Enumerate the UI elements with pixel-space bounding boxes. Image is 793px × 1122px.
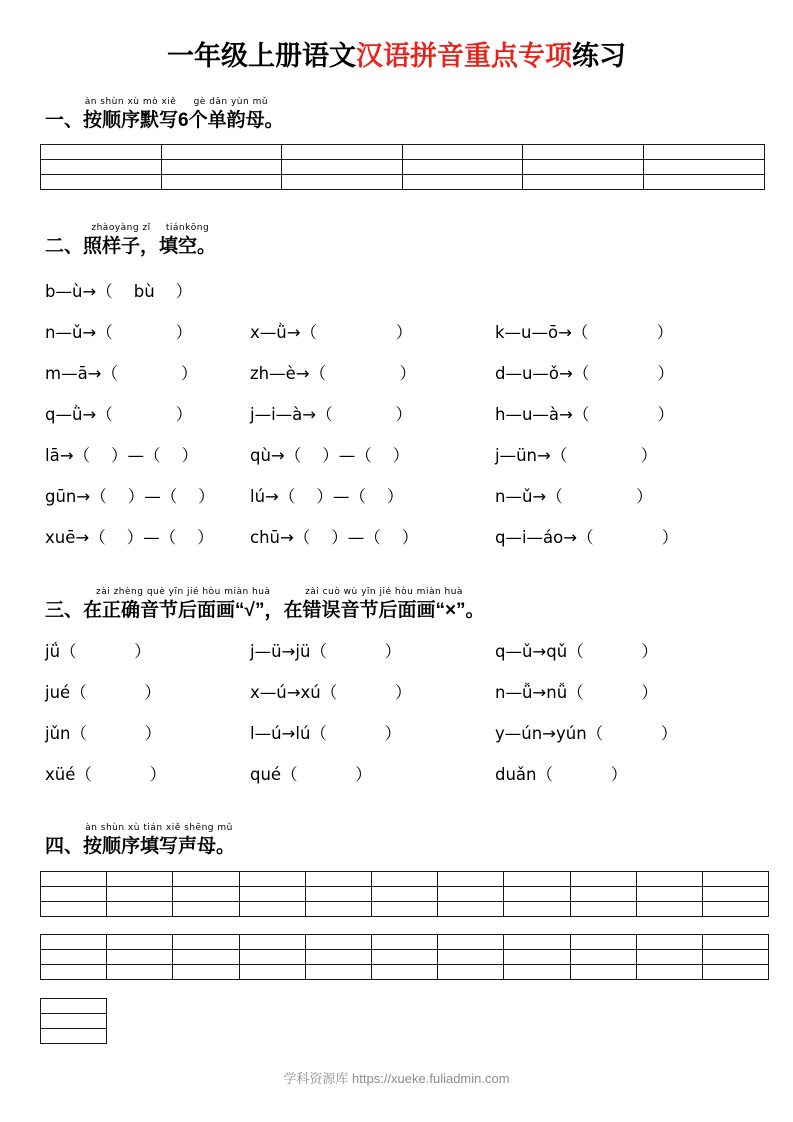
answer-cell[interactable] — [107, 950, 173, 965]
exercise-row — [45, 353, 793, 394]
exercise-item[interactable]: x—ú→xú（ ） — [250, 683, 412, 703]
answer-cell[interactable] — [107, 887, 173, 902]
answer-cell[interactable] — [282, 144, 403, 159]
exercise-item[interactable]: qù→（ ）—（ ） — [250, 445, 410, 465]
table-row[interactable] — [41, 174, 765, 189]
exercise-item[interactable]: b—ù→（ bù ） — [45, 281, 193, 301]
answer-cell[interactable] — [305, 965, 371, 980]
answer-cell[interactable] — [41, 902, 107, 917]
answer-cell[interactable] — [570, 965, 636, 980]
answer-cell[interactable] — [504, 950, 570, 965]
exercise-item[interactable]: jǔn（ ） — [45, 724, 162, 744]
answer-cell[interactable] — [438, 887, 504, 902]
answer-cell[interactable] — [107, 902, 173, 917]
page-title — [0, 0, 793, 72]
exercise-item[interactable]: lú→（ ）—（ ） — [250, 486, 404, 506]
footer-watermark: 学科资源库 https://xueke.fuliadmin.com — [283, 1071, 510, 1086]
exercise-item[interactable]: d—u—ǒ→（ ） — [495, 363, 675, 383]
hanzi-2b: 填空。 — [159, 235, 217, 257]
answer-cell[interactable] — [523, 174, 644, 189]
pinyin-3a: zài zhèng què yīn jié hòu miàn huà — [95, 587, 271, 598]
answer-grid-wrapper-4 — [0, 871, 793, 1044]
exercise-row — [45, 714, 793, 755]
answer-cell[interactable] — [570, 872, 636, 887]
answer-cell[interactable] — [643, 174, 764, 189]
answer-cell[interactable] — [173, 902, 239, 917]
exercise-row — [45, 435, 793, 476]
exercise-block-section2 — [0, 257, 793, 558]
answer-cell[interactable] — [702, 872, 768, 887]
answer-cell[interactable] — [438, 935, 504, 950]
answer-cell[interactable] — [239, 902, 305, 917]
exercise-item[interactable]: j—ün→（ ） — [495, 445, 658, 465]
answer-grid-section4-c-body — [41, 999, 107, 1044]
section-number-2: 二、 — [45, 235, 84, 257]
pinyin-2a: zhàoyàng zǐ — [91, 222, 151, 233]
answer-cell[interactable] — [239, 965, 305, 980]
exercise-item[interactable]: xuē→（ ）—（ ） — [45, 527, 214, 547]
pinyin-4a: àn shùn xù tián xiě shēng mǔ — [85, 823, 233, 834]
answer-cell[interactable] — [643, 159, 764, 174]
exercise-row — [45, 632, 793, 673]
answer-cell[interactable] — [305, 935, 371, 950]
answer-cell[interactable] — [173, 887, 239, 902]
answer-grid-section4-a-body — [41, 872, 769, 917]
section-heading-2 — [0, 190, 793, 258]
answer-cell[interactable] — [41, 144, 162, 159]
answer-cell[interactable] — [371, 965, 437, 980]
answer-cell[interactable] — [239, 872, 305, 887]
answer-cell[interactable] — [438, 950, 504, 965]
exercise-item[interactable]: q—ǜ→（ ） — [45, 404, 193, 424]
answer-cell[interactable] — [41, 159, 162, 174]
answer-cell[interactable] — [371, 872, 437, 887]
hanzi-2a: 照样子， — [83, 235, 160, 257]
exercise-item[interactable]: qué（ ） — [250, 765, 372, 785]
pinyin-3b: zài cuò wù yīn jié hòu miàn huà — [305, 587, 463, 598]
exercise-row — [45, 312, 793, 353]
answer-cell[interactable] — [702, 902, 768, 917]
answer-cell[interactable] — [702, 965, 768, 980]
table-row[interactable] — [41, 887, 769, 902]
answer-cell[interactable] — [570, 950, 636, 965]
hanzi-4a: 按顺序填写声母。 — [83, 836, 236, 858]
answer-cell[interactable] — [173, 935, 239, 950]
hanzi-1b: 6个单韵母。 — [178, 109, 284, 131]
answer-cell[interactable] — [371, 887, 437, 902]
section-number-3: 三、 — [45, 600, 84, 622]
section-number-1: 一、 — [45, 109, 84, 131]
answer-cell[interactable] — [523, 159, 644, 174]
ruby-group-1a — [83, 98, 178, 132]
answer-cell[interactable] — [636, 950, 702, 965]
answer-cell[interactable] — [438, 872, 504, 887]
pinyin-1b: gè dān yùn mǔ — [193, 96, 269, 107]
exercise-item[interactable]: k—u—ō→（ ） — [495, 322, 674, 342]
answer-cell[interactable] — [305, 902, 371, 917]
exercise-item[interactable]: m—ā→（ ） — [45, 363, 198, 383]
answer-cell[interactable] — [371, 902, 437, 917]
answer-cell[interactable] — [371, 935, 437, 950]
section-heading-4 — [0, 796, 793, 858]
answer-cell[interactable] — [107, 935, 173, 950]
exercise-row — [45, 517, 793, 558]
exercise-item[interactable]: zh—è→（ ） — [250, 363, 417, 383]
exercise-item[interactable]: lā→（ ）—（ ） — [45, 445, 198, 465]
answer-cell[interactable] — [173, 965, 239, 980]
table-row[interactable] — [41, 1014, 107, 1029]
answer-cell[interactable] — [161, 174, 282, 189]
exercise-item[interactable]: duǎn（ ） — [495, 765, 628, 785]
hanzi-3b: 在错误音节后面画“×”。 — [283, 600, 485, 622]
answer-cell[interactable] — [107, 965, 173, 980]
section-number-4: 四、 — [45, 836, 84, 858]
ruby-group-2a — [83, 224, 159, 258]
answer-cell[interactable] — [402, 174, 523, 189]
answer-cell[interactable] — [702, 887, 768, 902]
answer-cell[interactable] — [305, 887, 371, 902]
answer-grid-section1[interactable] — [40, 144, 765, 190]
hanzi-3a: 在正确音节后面画“√”， — [83, 600, 284, 622]
answer-cell[interactable] — [371, 950, 437, 965]
exercise-item[interactable]: n—ǔ→（ ） — [495, 486, 653, 506]
answer-cell[interactable] — [438, 902, 504, 917]
answer-cell[interactable] — [41, 965, 107, 980]
answer-cell[interactable] — [41, 887, 107, 902]
answer-cell[interactable] — [41, 174, 162, 189]
answer-cell[interactable] — [161, 144, 282, 159]
section-heading-1 — [0, 72, 793, 132]
ruby-group-2b — [159, 224, 216, 258]
answer-grid-section1-body — [41, 144, 765, 189]
exercise-item[interactable]: h—u—à→（ ） — [495, 404, 675, 424]
title-suffix: 练习 — [572, 41, 626, 71]
answer-grid-section4-b-body — [41, 935, 769, 980]
exercise-item[interactable]: j—ü→jü（ ） — [250, 642, 402, 662]
answer-cell[interactable] — [239, 935, 305, 950]
answer-cell[interactable] — [41, 935, 107, 950]
answer-cell[interactable] — [438, 965, 504, 980]
exercise-item[interactable]: jué（ ） — [45, 683, 161, 703]
answer-cell[interactable] — [402, 159, 523, 174]
answer-cell[interactable] — [161, 159, 282, 174]
answer-cell[interactable] — [570, 902, 636, 917]
hanzi-1a: 按顺序默写 — [83, 109, 179, 131]
title-highlight: 汉语拼音重点专项 — [356, 41, 572, 71]
answer-cell[interactable] — [239, 950, 305, 965]
table-row[interactable] — [41, 950, 769, 965]
answer-cell[interactable] — [41, 1014, 107, 1029]
answer-grid-section4-c[interactable] — [40, 998, 107, 1044]
table-row[interactable] — [41, 159, 765, 174]
answer-cell[interactable] — [636, 965, 702, 980]
answer-cell[interactable] — [636, 872, 702, 887]
exercise-item[interactable]: gūn→（ ）—（ ） — [45, 486, 215, 506]
exercise-item[interactable]: q—ǔ→qǔ（ ） — [495, 642, 658, 662]
exercise-row — [45, 673, 793, 714]
table-row[interactable] — [41, 935, 769, 950]
table-row[interactable] — [41, 999, 107, 1014]
answer-cell[interactable] — [41, 999, 107, 1014]
answer-cell[interactable] — [702, 950, 768, 965]
pinyin-1a: àn shùn xù mò xiě — [84, 96, 177, 107]
answer-cell[interactable] — [239, 887, 305, 902]
answer-cell[interactable] — [636, 902, 702, 917]
answer-cell[interactable] — [173, 950, 239, 965]
exercise-item[interactable]: x—ǜ→（ ） — [250, 322, 413, 342]
table-row[interactable] — [41, 902, 769, 917]
exercise-row — [45, 271, 793, 312]
answer-cell[interactable] — [636, 887, 702, 902]
exercise-row — [45, 476, 793, 517]
answer-grid-wrapper-1 — [0, 144, 793, 190]
answer-cell[interactable] — [643, 144, 764, 159]
answer-cell[interactable] — [504, 872, 570, 887]
exercise-item[interactable]: j—i—à→（ ） — [250, 404, 413, 424]
ruby-group-1b — [178, 98, 284, 132]
answer-cell[interactable] — [41, 1029, 107, 1044]
answer-cell[interactable] — [636, 935, 702, 950]
pinyin-2b: tiánkōng — [165, 222, 210, 233]
ruby-group-3a — [83, 588, 283, 622]
answer-cell[interactable] — [702, 935, 768, 950]
table-row[interactable] — [41, 1029, 107, 1044]
answer-cell[interactable] — [504, 935, 570, 950]
exercise-item[interactable]: jǘ（ ） — [45, 642, 151, 662]
exercise-item[interactable]: xüé（ ） — [45, 765, 167, 785]
exercise-row — [45, 394, 793, 435]
answer-cell[interactable] — [173, 872, 239, 887]
answer-cell[interactable] — [570, 887, 636, 902]
ruby-group-3b — [283, 588, 484, 622]
table-row[interactable] — [41, 872, 769, 887]
answer-cell[interactable] — [504, 965, 570, 980]
answer-cell[interactable] — [41, 872, 107, 887]
ruby-group-4a — [83, 824, 235, 858]
exercise-item[interactable]: l—ú→lú（ ） — [250, 724, 402, 744]
answer-cell[interactable] — [402, 144, 523, 159]
exercise-item[interactable]: y—ún→yún（ ） — [495, 724, 678, 744]
answer-cell[interactable] — [107, 872, 173, 887]
answer-cell[interactable] — [305, 872, 371, 887]
answer-cell[interactable] — [282, 174, 403, 189]
answer-grid-section4-b[interactable] — [40, 934, 769, 980]
title-prefix: 一年级上册语文 — [167, 41, 356, 71]
answer-cell[interactable] — [305, 950, 371, 965]
exercise-item[interactable]: n—ǔ→（ ） — [45, 322, 193, 342]
answer-cell[interactable] — [282, 159, 403, 174]
section-heading-3 — [0, 558, 793, 622]
exercise-item[interactable]: q—i—áo→（ ） — [495, 527, 679, 547]
answer-cell[interactable] — [504, 887, 570, 902]
answer-cell[interactable] — [570, 935, 636, 950]
exercise-item[interactable]: chū→（ ）—（ ） — [250, 527, 419, 547]
exercise-item[interactable]: n—ǚ→nǚ（ ） — [495, 683, 658, 703]
table-row[interactable] — [41, 144, 765, 159]
exercise-block-section3 — [0, 622, 793, 796]
table-row[interactable] — [41, 965, 769, 980]
exercise-row — [45, 755, 793, 796]
answer-cell[interactable] — [504, 902, 570, 917]
answer-cell[interactable] — [41, 950, 107, 965]
answer-cell[interactable] — [523, 144, 644, 159]
answer-grid-section4-a[interactable] — [40, 871, 769, 917]
